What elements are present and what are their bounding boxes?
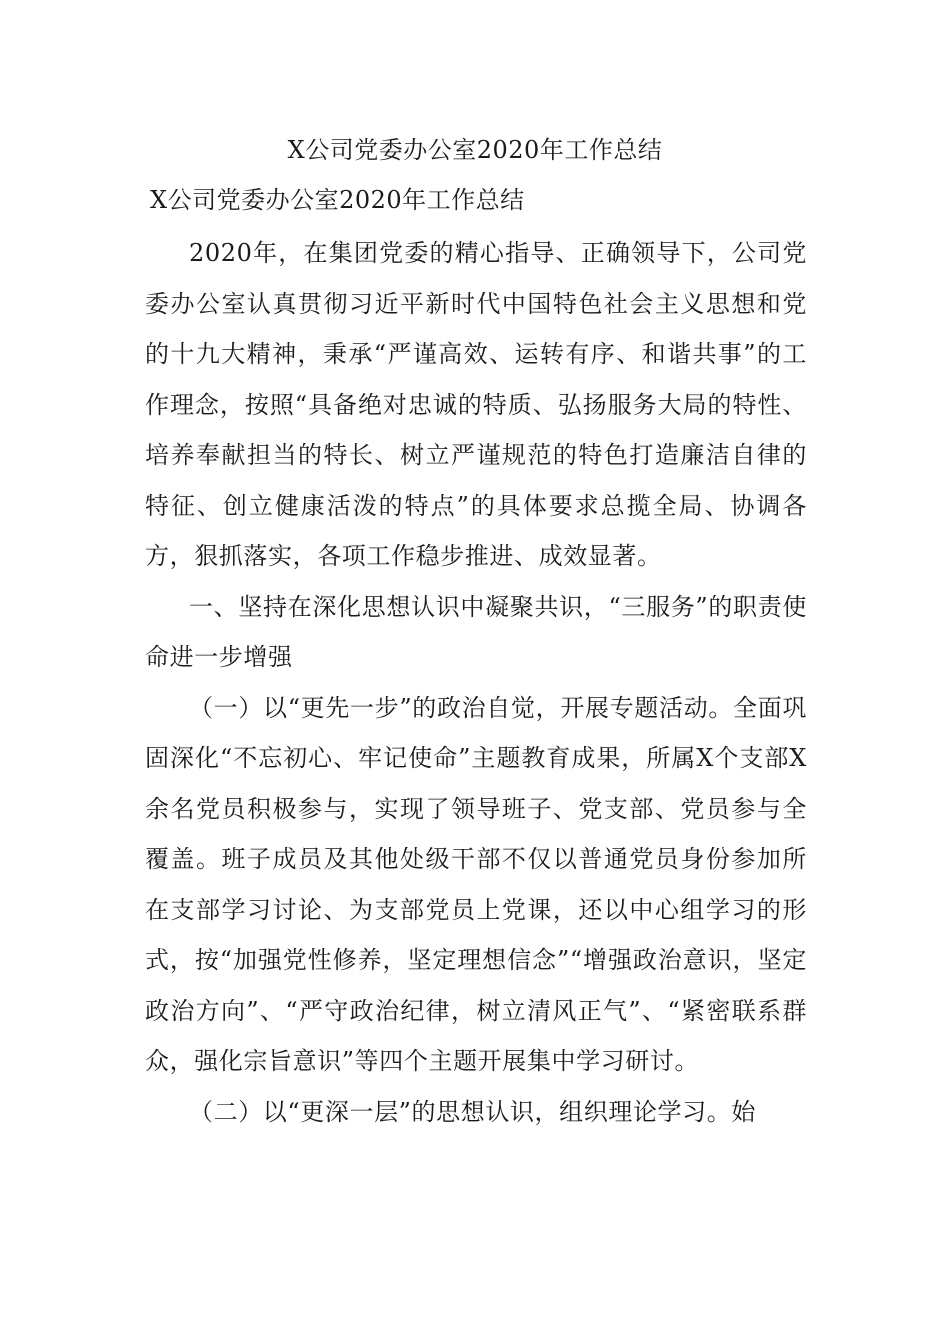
paragraph-subsection-1: （一）以“更先一步”的政治自觉，开展专题活动。全面巩固深化“不忘初心、牢记使命”主题教育成果，所属X个支部X余名党员积极参与，实现了领导班子、党支部、党员参与全覆盖。班子成员及其他处级干部不仅以普通党员身份参加所在支部学习讨论、为支部党员上党课，还以中心组学习的形式，按“加强党性修养，坚定理想信念”“增强政治意识，坚定政治方向”、“严守政治纪律，树立清风正气”、“紧密联系群众，强化宗旨意识”等四个主题开展集中学习研讨。	[145, 693, 807, 1075]
document-title: X公司党委办公室2020年工作总结	[287, 136, 663, 164]
paragraph-intro: 2020年，在集团党委的精心指导、正确领导下，公司党委办公室认真贯彻习近平新时代中国特色社会主义思想和党的十九大精神，秉承“严谨高效、运转有序、和谐共事”的工作理念，按照“具备绝对忠诚的特质、弘扬服务大局的特性、培养奉献担当的特长、树立严谨规范的特色打造廉洁自律的特征、创立健康活泼的特点”的具体要求总揽全局、协调各方，狠抓落实，各项工作稳步推进、成效显著。	[145, 239, 807, 570]
section-heading-1: 一、坚持在深化思想认识中凝聚共识，“三服务”的职责使命进一步增强	[145, 592, 807, 671]
paragraph-subsection-2: （二）以“更深一层”的思想认识，组织理论学习。始	[189, 1097, 756, 1126]
document-subtitle: X公司党委办公室2020年工作总结	[150, 186, 525, 214]
document-body	[145, 228, 807, 1137]
